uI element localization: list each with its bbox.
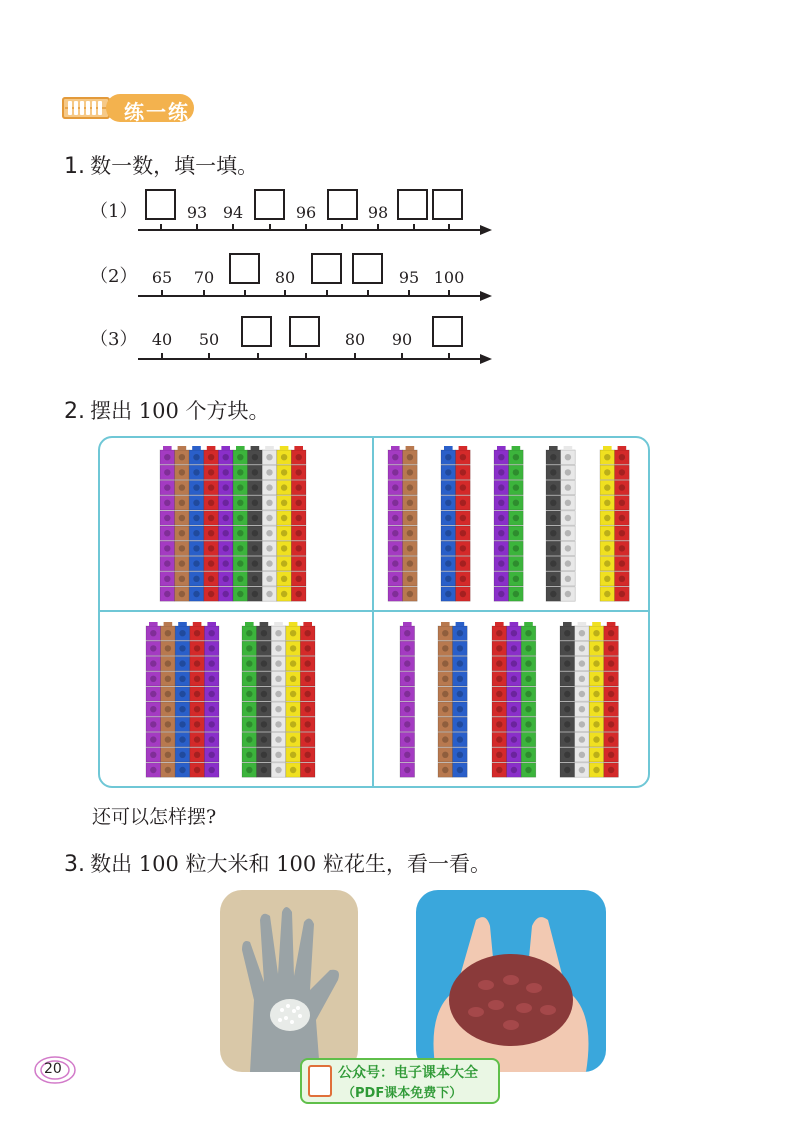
answer-box[interactable]	[432, 189, 463, 220]
answer-box[interactable]	[241, 316, 272, 347]
answer-box[interactable]	[397, 189, 428, 220]
section-badge	[62, 94, 194, 122]
question-number: 3.	[64, 852, 85, 877]
cube-stick	[507, 622, 522, 777]
answer-box[interactable]	[145, 189, 176, 220]
page-number: 20	[44, 1061, 62, 1077]
cube-stick	[453, 622, 468, 777]
cube-stick	[257, 622, 272, 777]
tick-label: 98	[367, 203, 389, 222]
number-line-1	[136, 222, 492, 238]
cube-stick	[604, 622, 619, 777]
cube-stick	[492, 622, 507, 777]
cube-stick	[160, 446, 175, 601]
question-text: 摆出 100 个方块。	[90, 399, 270, 423]
cube-stick	[494, 446, 509, 601]
cube-stick	[400, 622, 415, 777]
book-icon	[308, 1065, 332, 1097]
cube-stick	[190, 622, 205, 777]
cube-stick	[175, 446, 190, 601]
tick-label: 70	[193, 268, 215, 287]
cube-stick	[271, 622, 286, 777]
cube-arrangements	[98, 436, 650, 788]
rice-photo	[220, 890, 358, 1072]
cube-stick	[615, 446, 630, 601]
cube-stick	[456, 446, 471, 601]
tick-label: 80	[274, 268, 296, 287]
question-2	[64, 395, 270, 425]
row-label: （2）	[90, 266, 138, 287]
cube-stick	[277, 446, 292, 601]
answer-box[interactable]	[432, 316, 463, 347]
cube-stick	[575, 622, 590, 777]
answer-box[interactable]	[229, 253, 260, 284]
question-1	[64, 150, 258, 180]
cube-stick	[561, 446, 576, 601]
cube-stick	[509, 446, 524, 601]
cube-stick	[204, 446, 219, 601]
row-label: （3）	[90, 329, 138, 350]
cube-stick	[521, 622, 536, 777]
tick-label: 100	[433, 268, 465, 287]
cube-stick	[189, 446, 204, 601]
cube-stick	[403, 446, 418, 601]
cube-stick	[175, 622, 190, 777]
tick-label: 96	[295, 203, 317, 222]
cube-stick	[146, 622, 161, 777]
question-text: 数出 100 粒大米和 100 粒花生，看一看。	[90, 852, 491, 876]
cube-stick	[262, 446, 277, 601]
cube-stick	[546, 446, 561, 601]
cube-stick	[286, 622, 301, 777]
cube-stick	[248, 446, 263, 601]
cube-stick	[438, 622, 453, 777]
cube-stick	[560, 622, 575, 777]
cube-stick	[388, 446, 403, 601]
cube-stick	[589, 622, 604, 777]
tick-label: 94	[222, 203, 244, 222]
question-number: 1.	[64, 154, 85, 179]
answer-box[interactable]	[352, 253, 383, 284]
followup-question: 还可以怎样摆?	[92, 806, 217, 828]
cube-stick	[233, 446, 248, 601]
cube-stick	[218, 446, 233, 601]
section-title: 练一练	[124, 100, 190, 124]
tick-label: 65	[151, 268, 173, 287]
cube-stick	[300, 622, 315, 777]
row-label: （1）	[90, 201, 138, 222]
peanuts-photo	[416, 890, 606, 1072]
cube-stick	[600, 446, 615, 601]
cube-stick	[161, 622, 176, 777]
number-line-3	[136, 351, 492, 367]
cube-stick	[441, 446, 456, 601]
tick-label: 50	[198, 330, 220, 349]
watermark-line-1: 公众号：电子课本大全	[338, 1065, 478, 1081]
cube-stick	[204, 622, 219, 777]
tick-label: 80	[344, 330, 366, 349]
tick-label: 93	[186, 203, 208, 222]
tick-label: 40	[151, 330, 173, 349]
cube-stick	[242, 622, 257, 777]
answer-box[interactable]	[311, 253, 342, 284]
answer-box[interactable]	[289, 316, 320, 347]
question-number: 2.	[64, 399, 85, 424]
tick-label: 95	[398, 268, 420, 287]
abacus-icon	[62, 97, 110, 119]
number-line-2	[136, 288, 492, 304]
page-number-badge	[30, 1052, 80, 1088]
tick-label: 90	[391, 330, 413, 349]
question-text: 数一数，填一填。	[90, 154, 259, 178]
question-3	[64, 848, 491, 878]
watermark-banner	[300, 1058, 500, 1104]
watermark-line-2: （PDF课本免费下）	[342, 1086, 463, 1101]
cube-stick	[291, 446, 306, 601]
answer-box[interactable]	[254, 189, 285, 220]
answer-box[interactable]	[327, 189, 358, 220]
